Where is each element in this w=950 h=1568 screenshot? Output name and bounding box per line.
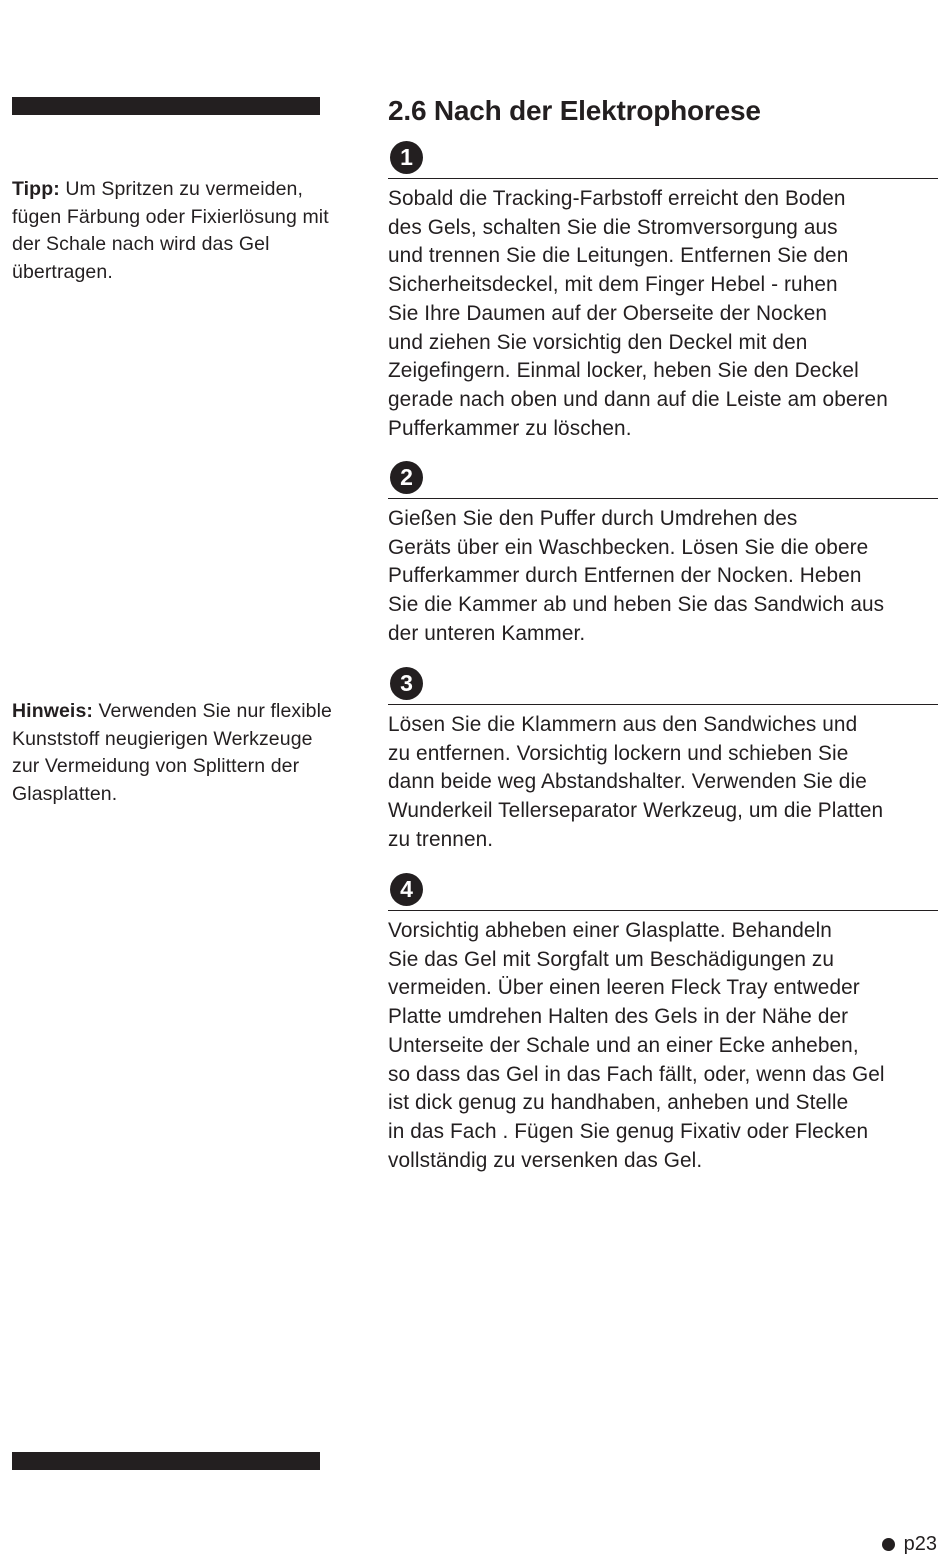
step-number-badge: 3 (390, 667, 423, 700)
step-text: Sobald die Tracking-Farbstoff erreicht den Boden des Gels, schalten Sie die Stromversorgung aus und trennen Sie die Leitungen. Entfernen Sie den Sicherheitsdeckel, mit dem Finger Hebel - ruhen Sie Ihre Daumen auf der Oberseite der Nocken und ziehen Sie vorsichtig den Deckel mit den Zeigefingern. Einmal locker, heben Sie den Deckel gerade nach oben und dann auf die Leiste am oberen Pufferkammer zu löschen. (388, 187, 888, 440)
tip-text: Um Spritzen zu vermeiden, fügen Färbung oder Fixierlösung mit der Schale nach wird das Gel übertragen. (12, 178, 329, 283)
step-number-badge: 4 (390, 873, 423, 906)
sidebar-top-bar (12, 97, 320, 115)
step-divider (388, 704, 938, 705)
step-divider (388, 910, 938, 911)
step-4 (388, 873, 938, 1175)
step-number-badge: 2 (390, 461, 423, 494)
page-footer (882, 1530, 937, 1558)
step-3 (388, 667, 938, 855)
step-number-badge: 1 (390, 141, 423, 174)
page-number: p23 (903, 1533, 937, 1555)
hint-label: Hinweis: (12, 700, 93, 722)
sidebar-bottom-bar (12, 1452, 320, 1470)
section-title: 2.6 Nach der Elektrophorese (388, 95, 761, 126)
hint-note (12, 698, 332, 808)
tip-note (12, 176, 332, 286)
hint-text: Verwenden Sie nur flexible Kunststoff neugierigen Werkzeuge zur Vermeidung von Splittern der Glasplatten. (12, 700, 332, 805)
step-text: Lösen Sie die Klammern aus den Sandwiches und zu entfernen. Vorsichtig lockern und schieben Sie dann beide weg Abstandshalter. Verwenden Sie die Wunderkeil Tellerseparator Werkzeug, um die Platten zu trennen. (388, 713, 884, 851)
step-2 (388, 461, 938, 649)
step-divider (388, 178, 938, 179)
step-divider (388, 498, 938, 499)
bullet-dot-icon (882, 1538, 895, 1551)
step-1 (388, 141, 938, 443)
step-text: Gießen Sie den Puffer durch Umdrehen des Geräts über ein Waschbecken. Lösen Sie die obere Pufferkammer durch Entfernen der Nocken. Heben Sie die Kammer ab und heben Sie das Sandwich aus der unteren Kammer. (388, 507, 885, 645)
tip-label: Tipp: (12, 178, 60, 200)
step-text: Vorsichtig abheben einer Glasplatte. Behandeln Sie das Gel mit Sorgfalt um Beschädigungen zu vermeiden. Über einen leeren Fleck Tray entweder Platte umdrehen Halten des Gels in der Nähe der Unterseite der Schale und an einer Ecke anheben, so dass das Gel in das Fach fällt, oder, wenn das Gel ist dick genug zu handhaben, anheben und Stelle in das Fach . Fügen Sie genug Fixativ oder Flecken vollständig zu versenken das Gel. (388, 919, 885, 1172)
